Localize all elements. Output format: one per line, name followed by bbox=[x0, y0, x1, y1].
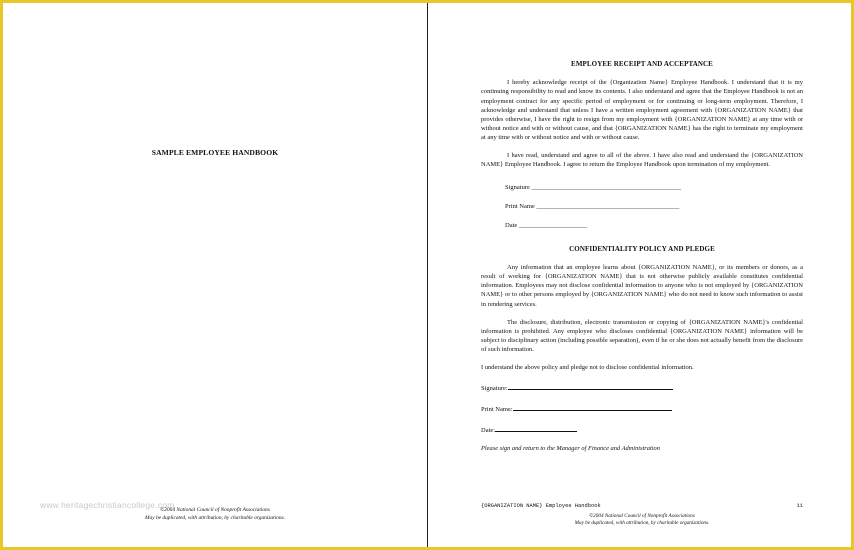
duplication-line: May be duplicated, with attribution, by charitable organizations. bbox=[145, 515, 285, 521]
print-name-label-2: Print Name: bbox=[481, 406, 513, 414]
confidentiality-paragraph-2: The disclosure, distribution, electronic transmission or copying of {ORGANIZATION NAME}'s confidential information is prohibited. Any employee who discloses confidential {ORGANIZATION NAME} information will be subject to disciplinary action (including possible separation), even if he or she does not actually benefit from the disclosure of such information. bbox=[481, 318, 803, 354]
page-number: 11 bbox=[796, 503, 803, 509]
footer-handbook-name: {ORGANIZATION NAME} Employee Handbook bbox=[481, 503, 601, 509]
handbook-title: SAMPLE EMPLOYEE HANDBOOK bbox=[151, 148, 279, 157]
right-page-footer bbox=[481, 513, 803, 527]
print-name-line-2[interactable] bbox=[513, 403, 672, 411]
date-label-1: Date bbox=[505, 222, 519, 230]
signature-label-1: Signature bbox=[505, 184, 532, 192]
print-name-line-1[interactable]: ____________________________________________ bbox=[536, 203, 680, 211]
right-copyright-line: ©2004 National Council of Nonprofit Associations bbox=[589, 513, 695, 519]
left-page bbox=[3, 3, 428, 547]
date-row-2 bbox=[481, 424, 803, 435]
confidentiality-paragraph-1: Any information that an employee learns about {ORGANIZATION NAME}, or its members or donors, as a result of working for {ORGANIZATION NAME} that is not otherwise publicly available constitutes confidential information. Employees may not disclose confidential information to anyone who is not employed by {ORGANIZATION NAME} or to other persons employed by {ORGANIZATION NAME} who do not need to know such information to assist in rendering services. bbox=[481, 263, 803, 308]
signature-line-1[interactable]: ______________________________________________ bbox=[531, 184, 682, 192]
document-spread bbox=[3, 3, 851, 547]
right-page-content bbox=[481, 60, 803, 454]
left-page-footer bbox=[3, 506, 427, 522]
date-line-2[interactable] bbox=[495, 424, 577, 432]
confidentiality-heading: CONFIDENTIALITY POLICY AND PLEDGE bbox=[569, 244, 715, 253]
signature-row-1 bbox=[505, 183, 803, 192]
print-name-label-1: Print Name bbox=[505, 203, 537, 211]
print-name-row-1 bbox=[505, 202, 803, 211]
pledge-statement: I understand the above policy and pledge not to disclose confidential information. bbox=[481, 363, 694, 371]
copyright-line: ©2004 National Council of Nonprofit Associations bbox=[160, 507, 270, 513]
print-name-row-2 bbox=[481, 403, 803, 414]
watermark-text: www.heritagechristiancollege.com bbox=[40, 500, 175, 510]
date-row-1 bbox=[505, 221, 803, 230]
date-label-2: Date: bbox=[481, 427, 496, 435]
signature-line-2[interactable] bbox=[508, 382, 673, 390]
running-footer bbox=[481, 503, 803, 509]
receipt-paragraph-1: I hereby acknowledge receipt of the {Organization Name} Employee Handbook. I understand that it is my continuing responsibility to read and know its contents. I also understand and agree that the Employee Handbook is not an employment contract for any specific period of employment or for continuing or long-term employment. Therefore, I acknowledge and understand that unless I have a written employment agreement with {ORGANIZATION NAME} that provides otherwise, I have the right to resign from my employment with {ORGANIZATION NAME} at any time with or without notice and with or without cause, and that {ORGANIZATION NAME} has the right to terminate my employment at any time with or without notice and with or without cause. bbox=[481, 79, 803, 142]
receipt-paragraph-2: I have read, understand and agree to all of the above. I have also read and understand the {ORGANIZATION NAME} Employee Handbook. I agree to return the Employee Handbook upon termination of my employment. bbox=[481, 151, 803, 168]
return-instruction: Please sign and return to the Manager of Finance and Administration bbox=[481, 445, 660, 453]
receipt-heading: EMPLOYEE RECEIPT AND ACCEPTANCE bbox=[571, 60, 713, 68]
signature-row-2 bbox=[481, 382, 803, 393]
date-line-1[interactable]: _____________________ bbox=[518, 222, 588, 230]
right-page bbox=[429, 3, 851, 547]
signature-label-2: Signature: bbox=[481, 384, 508, 392]
right-duplication-line: May be duplicated, with attribution, by charitable organizations. bbox=[574, 520, 710, 526]
